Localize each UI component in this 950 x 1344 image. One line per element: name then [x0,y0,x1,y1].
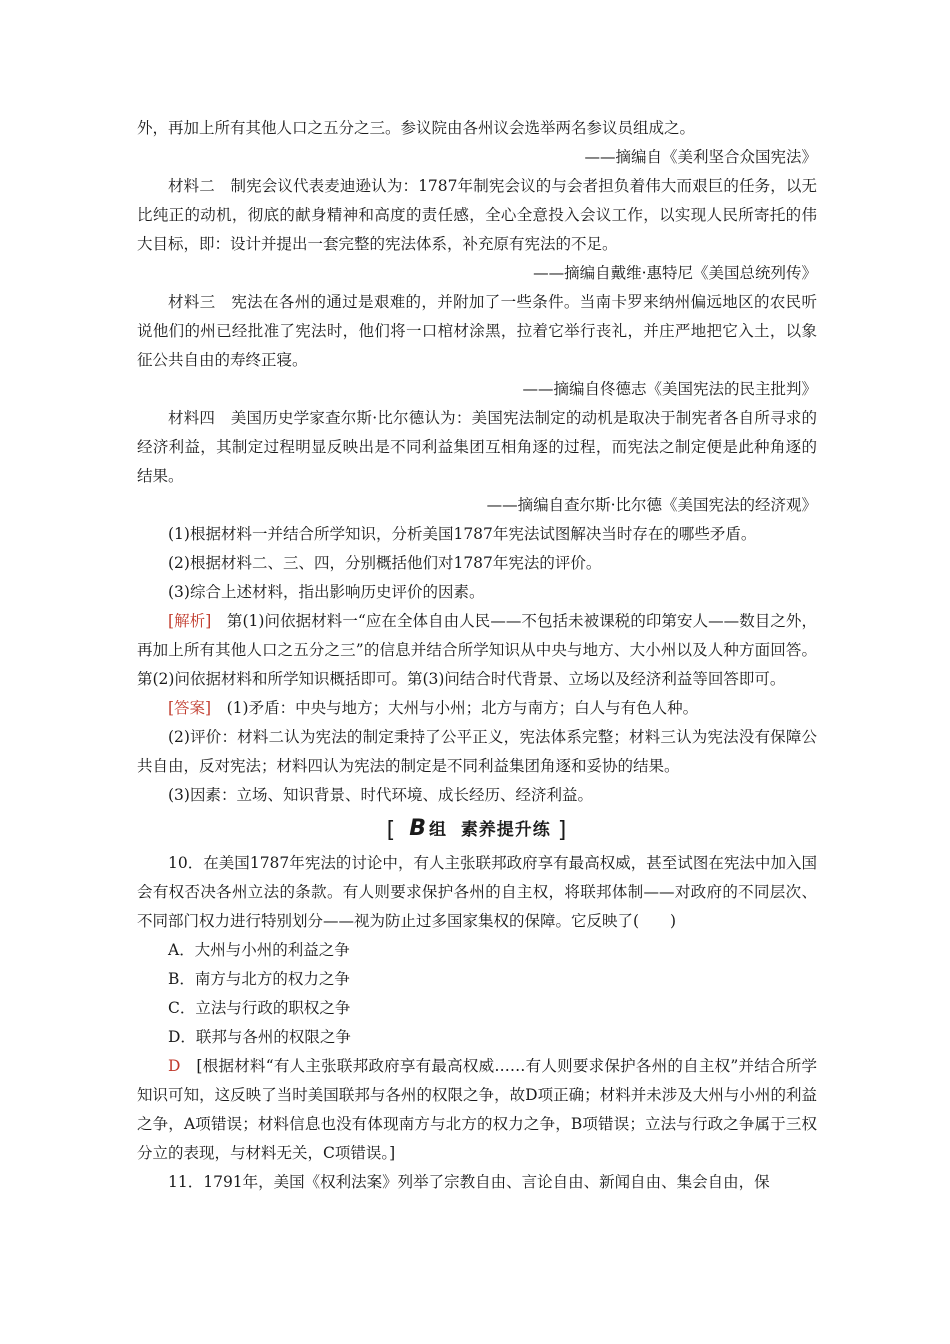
section-title: 素养提升练 [460,820,551,840]
page-content [137,114,817,1197]
question-11-stem: 11．1791年，美国《权利法案》列举了宗教自由、言论自由、新闻自由、集会自由，保 [168,1173,770,1191]
material-three: 材料三 宪法在各州的通过是艰难的，并附加了一些条件。当南卡罗来纳州偏远地区的农民听说他们的州已经批准了宪法时，他们将一口棺材涂黑，拉着它举行丧礼，并庄严地把它入土，以象征公共自由的寿终正寝。 [137,293,817,369]
answer-tag: [答案] [168,699,212,717]
answer-text-1: (1)矛盾：中央与地方；大州与小州；北方与南方；白人与有色人种。 [211,699,699,717]
source-citation-1: ——摘编自《美利坚合众国宪法》 [584,148,817,166]
question-10-answer [137,1052,817,1168]
option-c: C．立法与行政的职权之争 [168,999,351,1017]
option-a: A．大州与小州的利益之争 [168,941,350,959]
material-one-tail: 外，再加上所有其他人口之五分之三。参议院由各州议会选举两名参议员组成之。 [137,119,696,137]
analysis-tag: [解析] [168,612,212,630]
answer-paragraph-1 [137,694,817,723]
analysis-paragraph [137,607,817,694]
question-part-3: (3)综合上述材料，指出影响历史评价的因素。 [168,583,485,601]
material-four: 材料四 美国历史学家查尔斯·比尔德认为：美国宪法制定的动机是取决于制宪者各自所寻求的经济利益，其制定过程明显反映出是不同利益集团互相角逐的过程，而宪法之制定便是此种角逐的结果。 [137,409,817,485]
question-part-1: (1)根据材料一并结合所学知识，分析美国1787年宪法试图解决当时存在的哪些矛盾。 [168,525,757,543]
answer-explanation: [根据材料“有人主张联邦政府享有最高权威……有人则要求保护各州的自主权”并结合所学知识可知，这反映了当时美国联邦与各州的权限之争，故D项正确；材料并未涉及大州与小州的利益之争，A项错误；材料信息也没有体现南方与北方的权力之争，B项错误；立法与行政之争属于三权分立的表现，与材料无关，C项错误。] [137,1057,817,1162]
question-part-2: (2)根据材料二、三、四，分别概括他们对1787年宪法的评价。 [168,554,602,572]
option-b: B．南方与北方的权力之争 [168,970,350,988]
analysis-text: 第(1)问依据材料一“应在全体自由人民——不包括未被课税的印第安人——数目之外，再加上所有其他人口之五分之三”的信息并结合所学知识从中央与地方、大小州以及人种方面回答。第(2)问依据材料和所学知识概括即可。第(3)问结合时代背景、立场以及经济利益等回答即可。 [137,612,817,688]
answer-paragraph-2: (2)评价：材料二认为宪法的制定秉持了公平正义，宪法体系完整；材料三认为宪法没有保障公共自由，反对宪法；材料四认为宪法的制定是不同利益集团角逐和妥协的结果。 [137,728,817,775]
material-two: 材料二 制宪会议代表麦迪逊认为：1787年制宪会议的与会者担负着伟大而艰巨的任务，以无比纯正的动机，彻底的献身精神和高度的责任感，全心全意投入会议工作，以实现人民所寄托的伟大目标，即：设计并提出一套完整的宪法体系，补充原有宪法的不足。 [137,177,817,253]
section-heading-b [137,814,817,845]
section-bracket-close: ] [557,818,568,843]
section-group-label: 组 [428,820,447,840]
source-citation-4: ——摘编自查尔斯·比尔德《美国宪法的经济观》 [486,496,817,514]
source-citation-2: ——摘编自戴维·惠特尼《美国总统列传》 [533,264,817,282]
answer-paragraph-3: (3)因素：立场、知识背景、时代环境、成长经历、经济利益。 [168,786,593,804]
option-d: D．联邦与各州的权限之争 [168,1028,351,1046]
question-10-stem: 10．在美国1787年宪法的讨论中，有人主张联邦政府享有最高权威，甚至试图在宪法中加入国会有权否决各州立法的条款。有人则要求保护各州的自主权，将联邦体制——对政府的不同层次、不同部门权力进行特别划分——视为防止过多国家集权的保障。它反映了( ) [137,854,817,930]
section-bracket-open: [ [386,818,397,843]
answer-letter: D [168,1057,181,1075]
source-citation-3: ——摘编自佟德志《美国宪法的民主批判》 [522,380,817,398]
section-group-letter: B [409,816,427,841]
